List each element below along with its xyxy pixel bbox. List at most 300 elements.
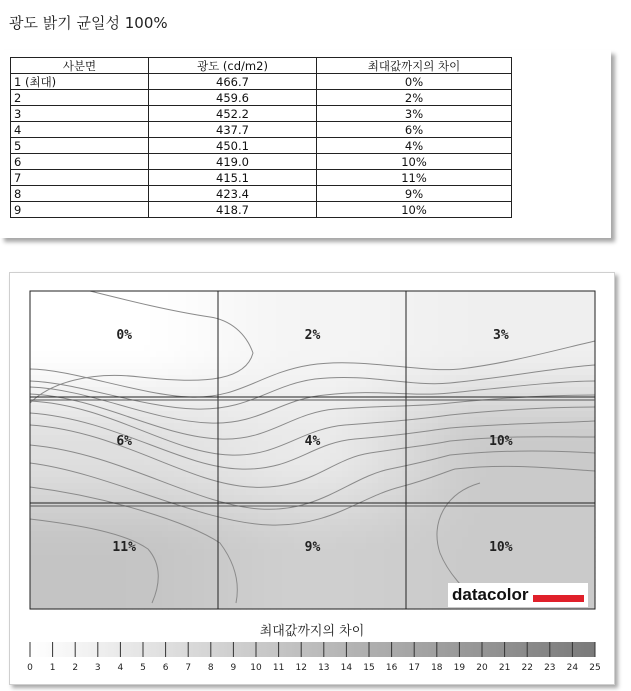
heatmap-field-tile bbox=[510, 315, 517, 322]
heatmap-field-tile bbox=[348, 579, 355, 586]
heatmap-field-tile bbox=[258, 579, 265, 586]
heatmap-field-tile bbox=[432, 351, 439, 358]
heatmap-field-tile bbox=[390, 585, 397, 592]
heatmap-field-tile bbox=[444, 447, 451, 454]
heatmap-field-tile bbox=[240, 453, 247, 460]
heatmap-field-tile bbox=[252, 321, 259, 328]
heatmap-field-tile bbox=[90, 315, 97, 322]
heatmap-field-tile bbox=[342, 363, 349, 370]
heatmap-field-tile bbox=[438, 381, 445, 388]
heatmap-field-tile bbox=[438, 573, 445, 580]
heatmap-field-tile bbox=[342, 591, 349, 598]
heatmap-field-tile bbox=[552, 507, 559, 514]
heatmap-field-tile bbox=[492, 309, 499, 316]
heatmap-field-tile bbox=[390, 357, 397, 364]
heatmap-field-tile bbox=[210, 483, 217, 490]
heatmap-field-tile bbox=[240, 357, 247, 364]
heatmap-field-tile bbox=[504, 525, 511, 532]
heatmap-field-tile bbox=[90, 333, 97, 340]
heatmap-field-tile bbox=[516, 375, 523, 382]
heatmap-field-tile bbox=[486, 315, 493, 322]
heatmap-field-tile bbox=[180, 315, 187, 322]
heatmap-field-tile bbox=[414, 315, 421, 322]
heatmap-field-tile bbox=[288, 531, 295, 538]
heatmap-field-tile bbox=[108, 561, 115, 568]
heatmap-field-tile bbox=[354, 363, 361, 370]
heatmap-field-tile bbox=[228, 453, 235, 460]
heatmap-field-tile bbox=[366, 333, 373, 340]
heatmap-field-tile bbox=[354, 321, 361, 328]
heatmap-field-tile bbox=[210, 411, 217, 418]
heatmap-field-tile bbox=[366, 303, 373, 310]
heatmap-field-tile bbox=[240, 573, 247, 580]
heatmap-field-tile bbox=[366, 321, 373, 328]
heatmap-field-tile bbox=[30, 303, 37, 310]
heatmap-field-tile bbox=[204, 585, 211, 592]
heatmap-field-tile bbox=[384, 561, 391, 568]
heatmap-field-tile bbox=[72, 459, 79, 466]
heatmap-field-tile bbox=[366, 339, 373, 346]
heatmap-field-tile bbox=[66, 291, 73, 298]
heatmap-field-tile bbox=[516, 489, 523, 496]
heatmap-field-tile bbox=[192, 303, 199, 310]
heatmap-field-tile bbox=[546, 363, 553, 370]
heatmap-field-tile bbox=[528, 495, 535, 502]
heatmap-field-tile bbox=[432, 405, 439, 412]
heatmap-field-tile bbox=[432, 339, 439, 346]
heatmap-field-tile bbox=[282, 585, 289, 592]
heatmap-field-tile bbox=[312, 597, 319, 604]
heatmap-field-tile bbox=[366, 381, 373, 388]
heatmap-field-tile bbox=[372, 591, 379, 598]
heatmap-field-tile bbox=[546, 345, 553, 352]
heatmap-field-tile bbox=[30, 297, 37, 304]
heatmap-field-tile bbox=[192, 453, 199, 460]
heatmap-field-tile bbox=[348, 489, 355, 496]
heatmap-field-tile bbox=[276, 291, 283, 298]
heatmap-field-tile bbox=[234, 333, 241, 340]
heatmap-field-tile bbox=[252, 561, 259, 568]
heatmap-field-tile bbox=[516, 573, 523, 580]
heatmap-field-tile bbox=[120, 315, 127, 322]
heatmap-field-tile bbox=[492, 555, 499, 562]
heatmap-field-tile bbox=[318, 531, 325, 538]
heatmap-field-tile bbox=[354, 513, 361, 520]
heatmap-field-tile bbox=[348, 429, 355, 436]
heatmap-field-tile bbox=[366, 579, 373, 586]
heatmap-field-tile bbox=[180, 471, 187, 478]
heatmap-field-tile bbox=[432, 459, 439, 466]
heatmap-field-tile bbox=[450, 375, 457, 382]
heatmap-field-tile bbox=[264, 315, 271, 322]
heatmap-field-tile bbox=[102, 597, 109, 604]
heatmap-field-tile bbox=[366, 423, 373, 430]
heatmap-field-tile bbox=[384, 369, 391, 376]
heatmap-field-tile bbox=[168, 369, 175, 376]
heatmap-field-tile bbox=[90, 309, 97, 316]
heatmap-field-tile bbox=[258, 309, 265, 316]
heatmap-field-tile bbox=[480, 519, 487, 526]
heatmap-field-tile bbox=[516, 543, 523, 550]
heatmap-field-tile bbox=[246, 411, 253, 418]
heatmap-field-tile bbox=[36, 567, 43, 574]
heatmap-field-tile bbox=[102, 489, 109, 496]
heatmap-field-tile bbox=[570, 441, 577, 448]
heatmap-field-tile bbox=[546, 297, 553, 304]
heatmap-field-tile bbox=[522, 303, 529, 310]
heatmap-field-tile bbox=[288, 489, 295, 496]
heatmap-field-tile bbox=[474, 357, 481, 364]
heatmap-field-tile bbox=[402, 357, 409, 364]
heatmap-field-tile bbox=[528, 465, 535, 472]
heatmap-field-tile bbox=[216, 579, 223, 586]
heatmap-field-tile bbox=[444, 321, 451, 328]
heatmap-field-tile bbox=[366, 309, 373, 316]
heatmap-field-tile bbox=[468, 339, 475, 346]
heatmap-field-tile bbox=[306, 381, 313, 388]
heatmap-field-tile bbox=[324, 363, 331, 370]
heatmap-field-tile bbox=[426, 555, 433, 562]
heatmap-field-tile bbox=[498, 297, 505, 304]
heatmap-field-tile bbox=[438, 405, 445, 412]
heatmap-field-tile bbox=[144, 435, 151, 442]
heatmap-field-tile bbox=[360, 537, 367, 544]
heatmap-field-tile bbox=[438, 561, 445, 568]
heatmap-field-tile bbox=[222, 339, 229, 346]
heatmap-field-tile bbox=[78, 369, 85, 376]
heatmap-field-tile bbox=[336, 369, 343, 376]
heatmap-field-tile bbox=[162, 381, 169, 388]
heatmap-field-tile bbox=[168, 291, 175, 298]
heatmap-field-tile bbox=[150, 471, 157, 478]
heatmap-field-tile bbox=[84, 315, 91, 322]
heatmap-field-tile bbox=[90, 321, 97, 328]
heatmap-field-tile bbox=[354, 459, 361, 466]
heatmap-field-tile bbox=[306, 585, 313, 592]
heatmap-field-tile bbox=[342, 489, 349, 496]
heatmap-field-tile bbox=[180, 495, 187, 502]
heatmap-field-tile bbox=[138, 363, 145, 370]
heatmap-field-tile bbox=[198, 513, 205, 520]
heatmap-field-tile bbox=[150, 573, 157, 580]
heatmap-field-tile bbox=[414, 435, 421, 442]
heatmap-field-tile bbox=[570, 387, 577, 394]
heatmap-field-tile bbox=[276, 549, 283, 556]
heatmap-field-tile bbox=[354, 297, 361, 304]
heatmap-field-tile bbox=[564, 471, 571, 478]
heatmap-field-tile bbox=[330, 429, 337, 436]
heatmap-field-tile bbox=[336, 447, 343, 454]
heatmap-field-tile bbox=[270, 333, 277, 340]
heatmap-field-tile bbox=[444, 417, 451, 424]
heatmap-field-tile bbox=[510, 495, 517, 502]
heatmap-field-tile bbox=[84, 357, 91, 364]
heatmap-field-tile bbox=[396, 351, 403, 358]
heatmap-field-tile bbox=[246, 333, 253, 340]
heatmap-field-tile bbox=[570, 321, 577, 328]
heatmap-field-tile bbox=[222, 471, 229, 478]
heatmap-field-tile bbox=[390, 345, 397, 352]
heatmap-field-tile bbox=[168, 387, 175, 394]
heatmap-field-tile bbox=[108, 495, 115, 502]
heatmap-field-tile bbox=[570, 375, 577, 382]
heatmap-field-tile bbox=[132, 585, 139, 592]
heatmap-field-tile bbox=[144, 501, 151, 508]
heatmap-field-tile bbox=[492, 315, 499, 322]
heatmap-field-tile bbox=[354, 351, 361, 358]
heatmap-field-tile bbox=[162, 597, 169, 604]
heatmap-field-tile bbox=[540, 453, 547, 460]
heatmap-field-tile bbox=[222, 573, 229, 580]
heatmap-field-tile bbox=[582, 435, 589, 442]
heatmap-field-tile bbox=[78, 363, 85, 370]
heatmap-field-tile bbox=[378, 561, 385, 568]
heatmap-field-tile bbox=[468, 501, 475, 508]
heatmap-field-tile bbox=[558, 555, 565, 562]
heatmap-field-tile bbox=[366, 345, 373, 352]
heatmap-field-tile bbox=[192, 411, 199, 418]
heatmap-field-tile bbox=[144, 447, 151, 454]
heatmap-field-tile bbox=[432, 381, 439, 388]
heatmap-field-tile bbox=[570, 495, 577, 502]
heatmap-field-tile bbox=[258, 555, 265, 562]
heatmap-field-tile bbox=[252, 483, 259, 490]
heatmap-field-tile bbox=[282, 345, 289, 352]
heatmap-field-tile bbox=[390, 519, 397, 526]
heatmap-field-tile bbox=[576, 483, 583, 490]
heatmap-field-tile bbox=[252, 531, 259, 538]
heatmap-field-tile bbox=[510, 345, 517, 352]
heatmap-field-tile bbox=[174, 525, 181, 532]
heatmap-field-tile bbox=[60, 345, 67, 352]
heatmap-field-tile bbox=[486, 321, 493, 328]
heatmap-field-tile bbox=[48, 441, 55, 448]
heatmap-field-tile bbox=[480, 483, 487, 490]
heatmap-field-tile bbox=[312, 579, 319, 586]
heatmap-field-tile bbox=[534, 459, 541, 466]
heatmap-field-tile bbox=[426, 435, 433, 442]
heatmap-field-tile bbox=[414, 375, 421, 382]
heatmap-field-tile bbox=[360, 447, 367, 454]
heatmap-field-tile bbox=[414, 405, 421, 412]
heatmap-field-tile bbox=[192, 567, 199, 574]
heatmap-field-tile bbox=[72, 339, 79, 346]
heatmap-field-tile bbox=[588, 351, 595, 358]
heatmap-field-tile bbox=[84, 519, 91, 526]
table-row bbox=[11, 74, 512, 90]
heatmap-field-tile bbox=[282, 291, 289, 298]
heatmap-field-tile bbox=[84, 291, 91, 298]
heatmap-field-tile bbox=[420, 537, 427, 544]
heatmap-field-tile bbox=[288, 471, 295, 478]
heatmap-field-tile bbox=[264, 537, 271, 544]
heatmap-field-tile bbox=[258, 543, 265, 550]
heatmap-field-tile bbox=[228, 507, 235, 514]
heatmap-field-tile bbox=[342, 549, 349, 556]
heatmap-field-tile bbox=[420, 369, 427, 376]
heatmap-field-tile bbox=[234, 525, 241, 532]
heatmap-field-tile bbox=[72, 315, 79, 322]
heatmap-field-tile bbox=[534, 429, 541, 436]
heatmap-field-tile bbox=[78, 435, 85, 442]
heatmap-field-tile bbox=[336, 477, 343, 484]
heatmap-field-tile bbox=[66, 441, 73, 448]
heatmap-field-tile bbox=[228, 381, 235, 388]
heatmap-field-tile bbox=[324, 519, 331, 526]
heatmap-field-tile bbox=[174, 597, 181, 604]
heatmap-field-tile bbox=[336, 351, 343, 358]
heatmap-field-tile bbox=[438, 369, 445, 376]
heatmap-field-tile bbox=[42, 513, 49, 520]
heatmap-field-tile bbox=[300, 351, 307, 358]
heatmap-field-tile bbox=[162, 309, 169, 316]
heatmap-field-tile bbox=[432, 507, 439, 514]
heatmap-field-tile bbox=[30, 417, 37, 424]
heatmap-field-tile bbox=[540, 447, 547, 454]
heatmap-field-tile bbox=[228, 573, 235, 580]
heatmap-field-tile bbox=[456, 345, 463, 352]
heatmap-field-tile bbox=[168, 471, 175, 478]
heatmap-field-tile bbox=[396, 291, 403, 298]
heatmap-field-tile bbox=[180, 339, 187, 346]
heatmap-field-tile bbox=[198, 321, 205, 328]
heatmap-field-tile bbox=[252, 459, 259, 466]
heatmap-field-tile bbox=[234, 339, 241, 346]
heatmap-field-tile bbox=[348, 555, 355, 562]
heatmap-field-tile bbox=[582, 525, 589, 532]
heatmap-field-tile bbox=[522, 411, 529, 418]
heatmap-field-tile bbox=[234, 561, 241, 568]
heatmap-field-tile bbox=[384, 327, 391, 334]
heatmap-field-tile bbox=[60, 309, 67, 316]
heatmap-field-tile bbox=[270, 549, 277, 556]
heatmap-field-tile bbox=[534, 555, 541, 562]
heatmap-field-tile bbox=[144, 525, 151, 532]
heatmap-field-tile bbox=[264, 549, 271, 556]
heatmap-field-tile bbox=[288, 297, 295, 304]
heatmap-field-tile bbox=[78, 441, 85, 448]
heatmap-field-tile bbox=[186, 417, 193, 424]
heatmap-field-tile bbox=[576, 531, 583, 538]
heatmap-field-tile bbox=[240, 585, 247, 592]
heatmap-field-tile bbox=[252, 405, 259, 412]
heatmap-field-tile bbox=[552, 489, 559, 496]
heatmap-field-tile bbox=[258, 345, 265, 352]
heatmap-field-tile bbox=[150, 291, 157, 298]
heatmap-field-tile bbox=[498, 555, 505, 562]
heatmap-field-tile bbox=[294, 573, 301, 580]
heatmap-field-tile bbox=[204, 321, 211, 328]
heatmap-field-tile bbox=[588, 297, 595, 304]
heatmap-field-tile bbox=[408, 303, 415, 310]
heatmap-field-tile bbox=[84, 591, 91, 598]
heatmap-field-tile bbox=[174, 537, 181, 544]
heatmap-field-tile bbox=[360, 321, 367, 328]
heatmap-field-tile bbox=[216, 519, 223, 526]
heatmap-field-tile bbox=[102, 513, 109, 520]
heatmap-field-tile bbox=[390, 423, 397, 430]
heatmap-field-tile bbox=[90, 363, 97, 370]
heatmap-field-tile bbox=[426, 519, 433, 526]
heatmap-field-tile bbox=[300, 465, 307, 472]
heatmap-field-tile bbox=[204, 555, 211, 562]
heatmap-field-tile bbox=[348, 315, 355, 322]
heatmap-field-tile bbox=[330, 543, 337, 550]
heatmap-field-tile bbox=[570, 471, 577, 478]
heatmap-field-tile bbox=[84, 585, 91, 592]
heatmap-field-tile bbox=[144, 567, 151, 574]
heatmap-field-tile bbox=[396, 495, 403, 502]
heatmap-field-tile bbox=[426, 531, 433, 538]
heatmap-field-tile bbox=[216, 363, 223, 370]
heatmap-field-tile bbox=[366, 561, 373, 568]
heatmap-field-tile bbox=[342, 351, 349, 358]
heatmap-field-tile bbox=[432, 531, 439, 538]
heatmap-field-tile bbox=[402, 507, 409, 514]
heatmap-field-tile bbox=[498, 507, 505, 514]
heatmap-field-tile bbox=[558, 327, 565, 334]
heatmap-field-tile bbox=[336, 327, 343, 334]
heatmap-field-tile bbox=[210, 567, 217, 574]
heatmap-field-tile bbox=[78, 411, 85, 418]
heatmap-field-tile bbox=[444, 393, 451, 400]
heatmap-field-tile bbox=[462, 369, 469, 376]
heatmap-field-tile bbox=[30, 513, 37, 520]
heatmap-field-tile bbox=[510, 417, 517, 424]
heatmap-field-tile bbox=[78, 585, 85, 592]
heatmap-field-tile bbox=[504, 387, 511, 394]
heatmap-field-tile bbox=[246, 477, 253, 484]
heatmap-field-tile bbox=[156, 465, 163, 472]
heatmap-field-tile bbox=[516, 327, 523, 334]
heatmap-field-tile bbox=[534, 465, 541, 472]
heatmap-field-tile bbox=[378, 291, 385, 298]
heatmap-field-tile bbox=[420, 531, 427, 538]
heatmap-field-tile bbox=[60, 471, 67, 478]
heatmap-field-tile bbox=[66, 339, 73, 346]
heatmap-field-tile bbox=[306, 573, 313, 580]
heatmap-field-tile bbox=[462, 411, 469, 418]
heatmap-field-tile bbox=[228, 495, 235, 502]
heatmap-field-tile bbox=[30, 531, 37, 538]
heatmap-field-tile bbox=[384, 441, 391, 448]
heatmap-field-tile bbox=[84, 531, 91, 538]
heatmap-field-tile bbox=[282, 573, 289, 580]
heatmap-field-tile bbox=[48, 537, 55, 544]
heatmap-field-tile bbox=[42, 525, 49, 532]
heatmap-field-tile bbox=[270, 291, 277, 298]
heatmap-field-tile bbox=[264, 309, 271, 316]
heatmap-field-tile bbox=[54, 441, 61, 448]
heatmap-field-tile bbox=[378, 447, 385, 454]
heatmap-field-tile bbox=[432, 369, 439, 376]
heatmap-field-tile bbox=[78, 381, 85, 388]
heatmap-field-tile bbox=[252, 537, 259, 544]
heatmap-field-tile bbox=[264, 513, 271, 520]
heatmap-field-tile bbox=[246, 471, 253, 478]
heatmap-field-tile bbox=[108, 447, 115, 454]
heatmap-field-tile bbox=[552, 567, 559, 574]
heatmap-field-tile bbox=[474, 501, 481, 508]
heatmap-field-tile bbox=[384, 291, 391, 298]
heatmap-field-tile bbox=[150, 465, 157, 472]
heatmap-field-tile bbox=[402, 531, 409, 538]
heatmap-field-tile bbox=[102, 303, 109, 310]
heatmap-field-tile bbox=[300, 525, 307, 532]
heatmap-field-tile bbox=[288, 513, 295, 520]
heatmap-field-tile bbox=[138, 369, 145, 376]
heatmap-field-tile bbox=[540, 303, 547, 310]
